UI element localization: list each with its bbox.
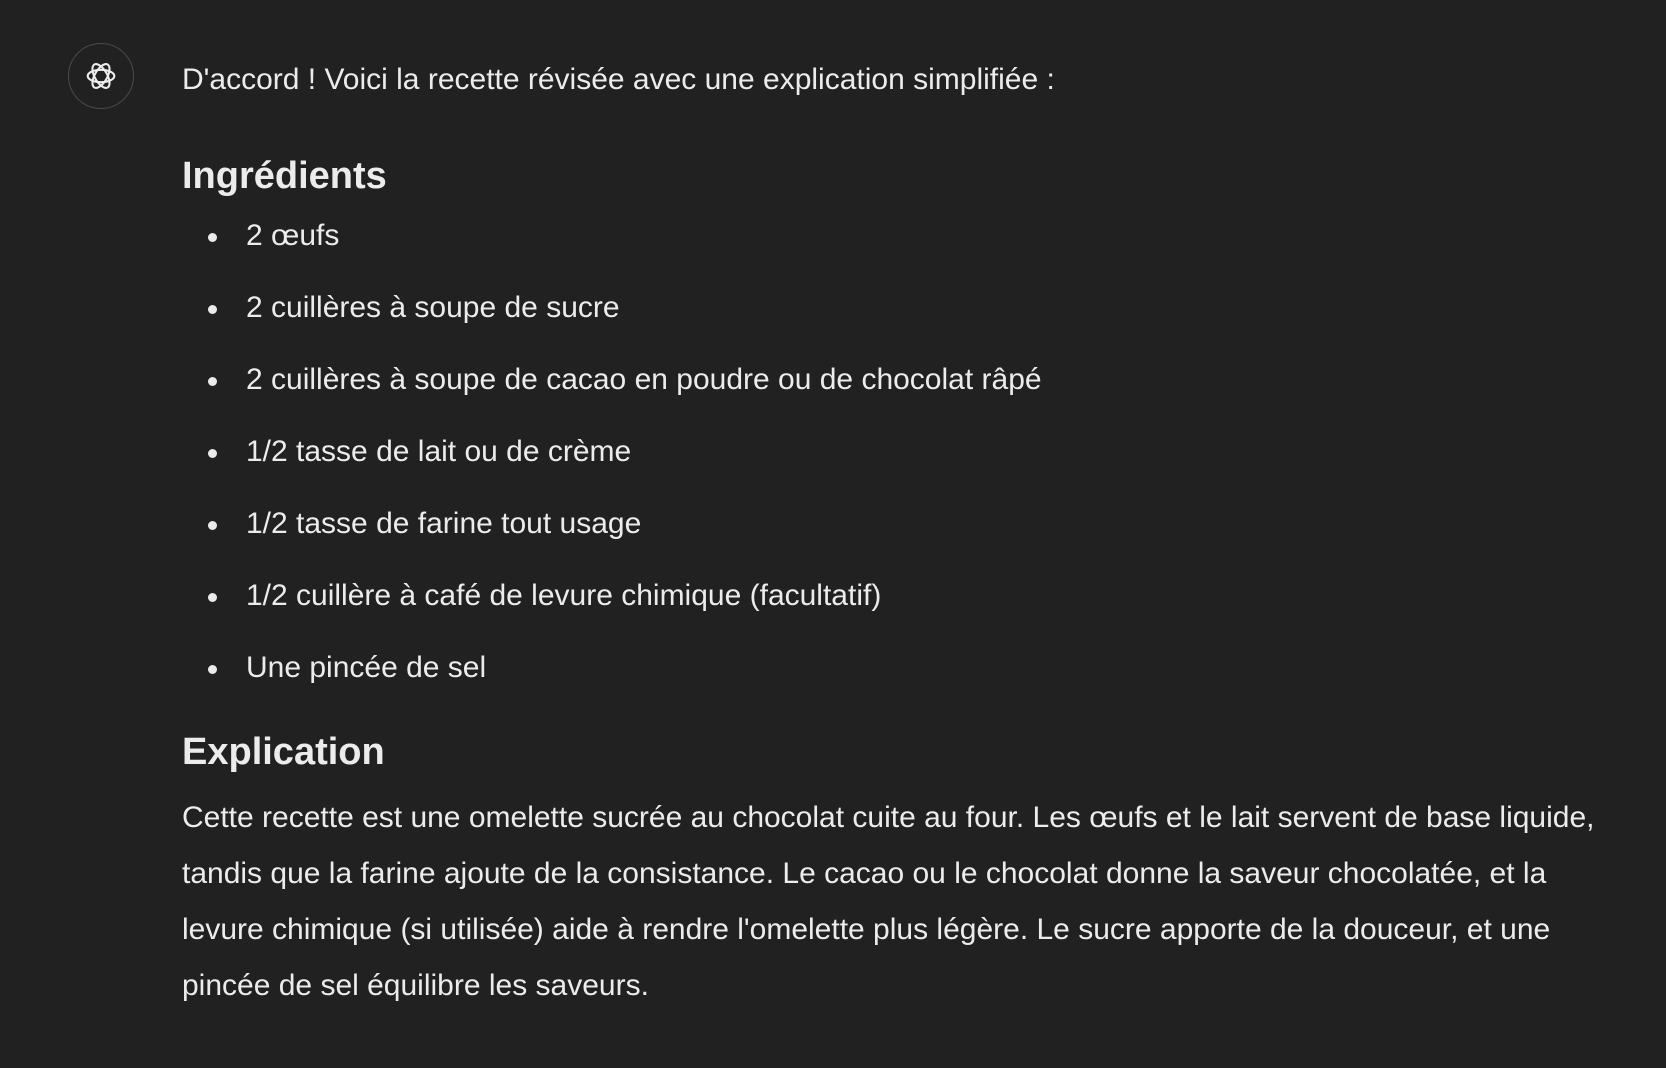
explication-heading: Explication (182, 731, 385, 773)
list-item: 2 œufs (182, 212, 1622, 284)
message-intro: D'accord ! Voici la recette révisée avec une explication simplifiée : (182, 63, 1055, 96)
ingredients-heading: Ingrédients (182, 155, 387, 197)
list-item: 1/2 tasse de lait ou de crème (182, 428, 1622, 500)
ingredients-list (182, 212, 1622, 716)
list-item: 2 cuillères à soupe de cacao en poudre ou de chocolat râpé (182, 356, 1622, 428)
assistant-avatar (68, 43, 134, 109)
assistant-message (182, 56, 1622, 1014)
list-item: 2 cuillères à soupe de sucre (182, 284, 1622, 356)
list-item: 1/2 cuillère à café de levure chimique (facultatif) (182, 572, 1622, 644)
openai-logo-icon (82, 57, 120, 95)
explication-paragraph: Cette recette est une omelette sucrée au chocolat cuite au four. Les œufs et le lait servent de base liquide, tandis que la farine ajoute de la consistance. Le cacao ou le chocolat donne la saveur chocolatée, et la levure chimique (si utilisée) aide à rendre l'omelette plus légère. Le sucre apporte de la douceur, et une pincée de sel équilibre les saveurs. (182, 801, 1595, 1002)
list-item: 1/2 tasse de farine tout usage (182, 500, 1622, 572)
list-item: Une pincée de sel (182, 644, 1622, 716)
